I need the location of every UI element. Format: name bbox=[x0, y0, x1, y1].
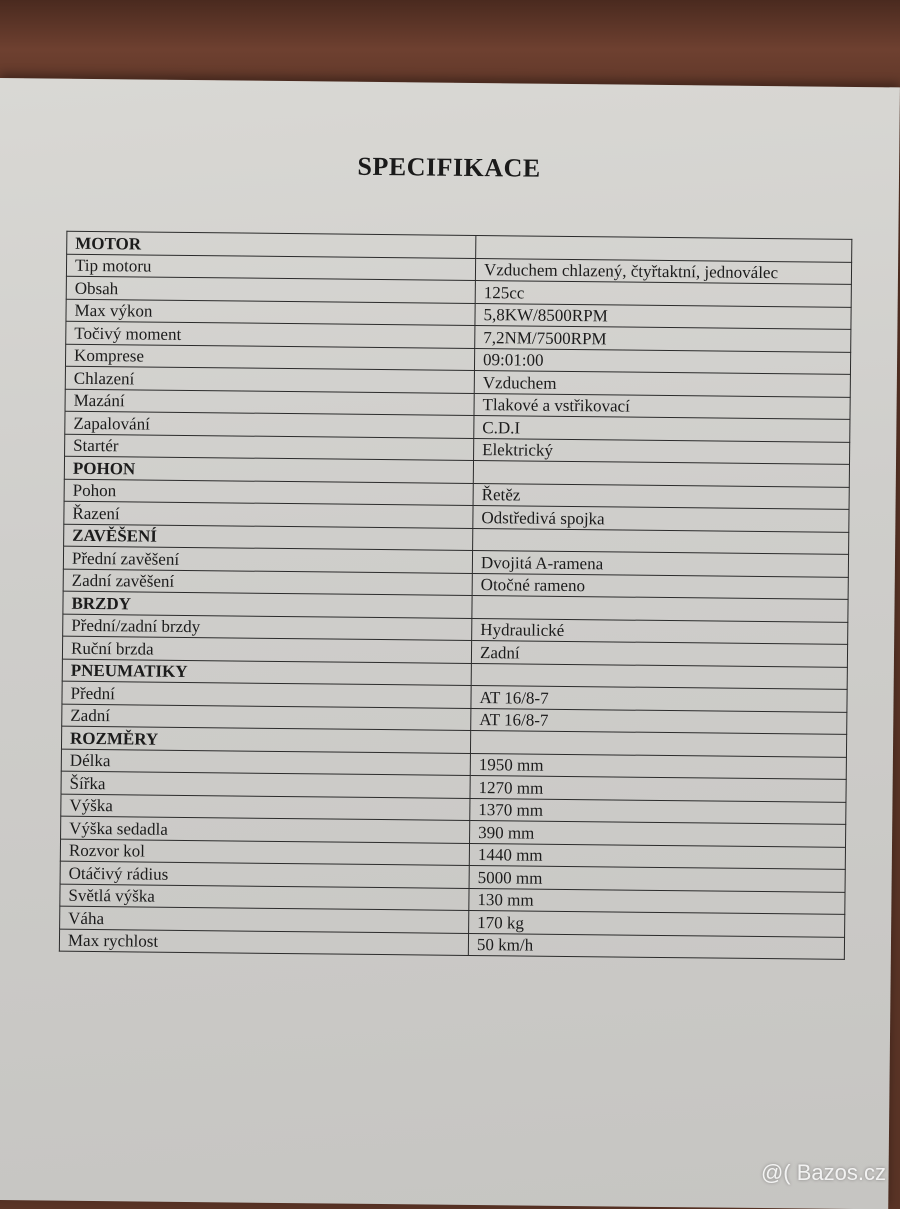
spec-label: Přední bbox=[62, 681, 471, 708]
spec-value: Vzduchem bbox=[474, 370, 850, 396]
spec-value: 50 km/h bbox=[468, 933, 844, 959]
spec-value: Zadní bbox=[471, 640, 847, 666]
section-title: MOTOR bbox=[67, 231, 476, 258]
section-title: BRZDY bbox=[63, 591, 472, 618]
spec-value: Elektrický bbox=[474, 438, 850, 464]
section-title: ZAVĚŠENÍ bbox=[64, 524, 473, 551]
spec-value: 125cc bbox=[475, 280, 851, 306]
spec-value: Otočné rameno bbox=[472, 573, 848, 599]
spec-value: AT 16/8-7 bbox=[471, 685, 847, 711]
spec-value: AT 16/8-7 bbox=[471, 708, 847, 734]
bazos-watermark: @( Bazos.cz bbox=[760, 1160, 886, 1185]
spec-table bbox=[59, 231, 853, 960]
spec-value: 390 mm bbox=[470, 820, 846, 846]
spec-label: Řazení bbox=[64, 501, 473, 528]
spec-label: Výška sedadla bbox=[61, 816, 470, 843]
spec-value: 5000 mm bbox=[469, 865, 845, 891]
spec-label: Zadní zavěšení bbox=[63, 569, 472, 596]
spec-label: Tip motoru bbox=[66, 254, 475, 281]
spec-value: 1950 mm bbox=[470, 753, 846, 779]
spec-value: Řetěz bbox=[473, 483, 849, 509]
spec-label: Délka bbox=[61, 749, 470, 776]
spec-label: Otáčivý rádius bbox=[60, 861, 469, 888]
spec-label: Komprese bbox=[65, 344, 474, 371]
spec-sheet-paper bbox=[0, 78, 900, 1209]
spec-value: 7,2NM/7500RPM bbox=[475, 325, 851, 351]
spec-value: 1370 mm bbox=[470, 798, 846, 824]
spec-label: Obsah bbox=[66, 276, 475, 303]
spec-label: Váha bbox=[60, 906, 469, 933]
spec-value: 1270 mm bbox=[470, 775, 846, 801]
spec-value: 170 kg bbox=[469, 910, 845, 936]
spec-value: 130 mm bbox=[469, 888, 845, 914]
spec-label: Šířka bbox=[61, 771, 470, 798]
section-title: ROZMĚRY bbox=[61, 726, 470, 753]
spec-value: 1440 mm bbox=[469, 843, 845, 869]
spec-value: 09:01:00 bbox=[474, 348, 850, 374]
spec-label: Výška bbox=[61, 794, 470, 821]
spec-value: Hydraulické bbox=[472, 618, 848, 644]
section-title: PNEUMATIKY bbox=[62, 659, 471, 686]
spec-label: Mazání bbox=[65, 389, 474, 416]
spec-label: Zapalování bbox=[65, 411, 474, 438]
spec-label: Pohon bbox=[64, 479, 473, 506]
spec-label: Přední/zadní brzdy bbox=[63, 614, 472, 641]
spec-value: C.D.I bbox=[474, 415, 850, 441]
spec-value: Vzduchem chlazený, čtyřtaktní, jednoválec bbox=[475, 258, 851, 284]
spec-label: Přední zavěšení bbox=[63, 546, 472, 573]
spec-table-body bbox=[59, 231, 851, 959]
spec-label: Ruční brzda bbox=[62, 636, 471, 663]
spec-label: Zadní bbox=[62, 704, 471, 731]
spec-label: Rozvor kol bbox=[60, 839, 469, 866]
spec-label: Točivý moment bbox=[66, 321, 475, 348]
spec-value: 5,8KW/8500RPM bbox=[475, 303, 851, 329]
section-title: POHON bbox=[64, 456, 473, 483]
spec-value: Tlakové a vstřikovací bbox=[474, 393, 850, 419]
spec-value: Odstředivá spojka bbox=[473, 505, 849, 531]
spec-label: Startér bbox=[65, 434, 474, 461]
spec-label: Chlazení bbox=[65, 366, 474, 393]
spec-label: Max výkon bbox=[66, 299, 475, 326]
spec-value: Dvojitá A-ramena bbox=[472, 550, 848, 576]
spec-label: Světlá výška bbox=[60, 884, 469, 911]
spec-label: Max rychlost bbox=[59, 929, 468, 956]
page-title: SPECIFIKACE bbox=[357, 151, 541, 183]
